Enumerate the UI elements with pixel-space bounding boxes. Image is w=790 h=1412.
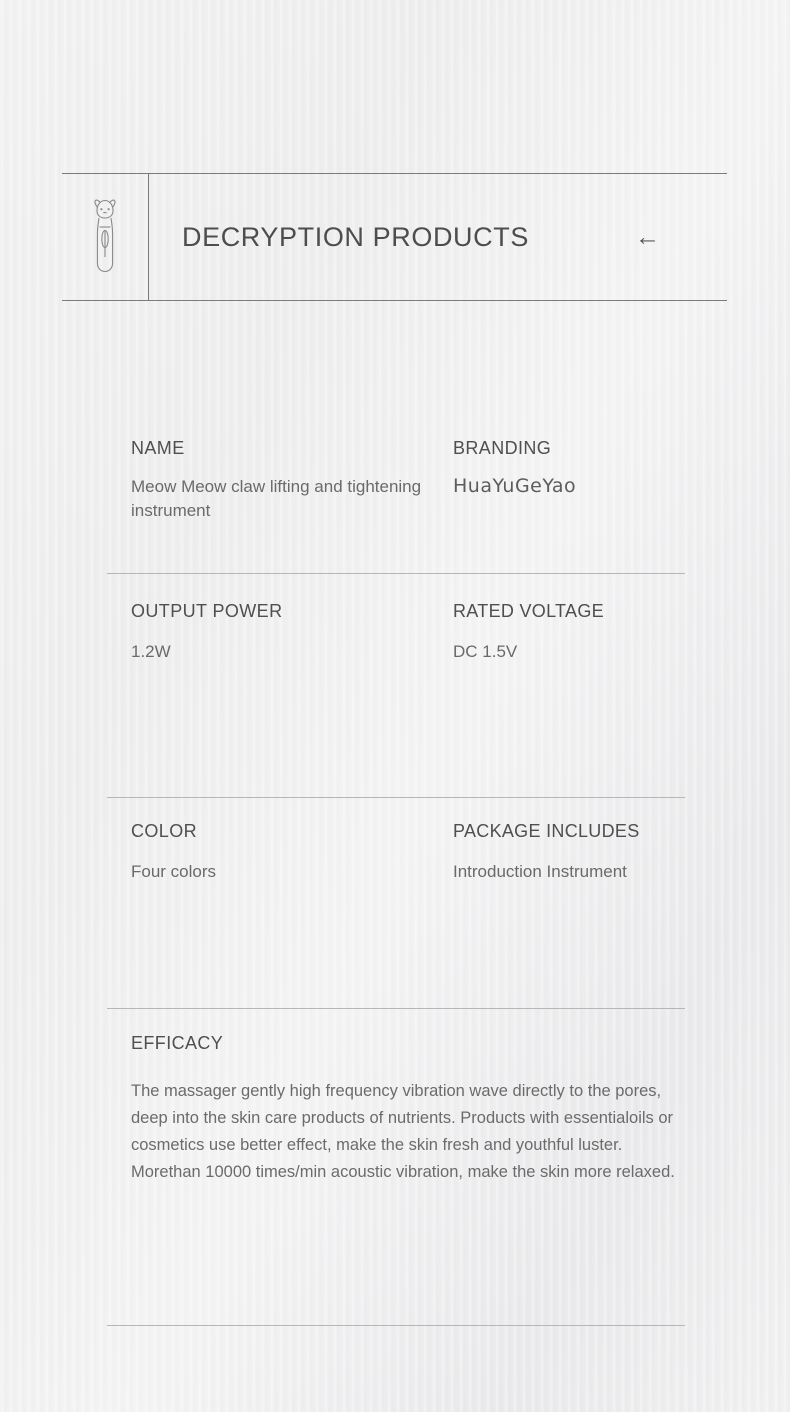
spec-label: EFFICACY bbox=[131, 1033, 224, 1053]
spec-cell-package-includes bbox=[453, 821, 685, 1008]
back-arrow-cell[interactable] bbox=[635, 174, 727, 300]
spec-cell-rated-voltage bbox=[453, 601, 685, 797]
spec-table bbox=[107, 424, 685, 1326]
spec-label: COLOR bbox=[131, 821, 198, 841]
spec-row-efficacy bbox=[107, 1009, 685, 1326]
header-title-cell bbox=[149, 174, 635, 300]
spec-value: Four colors bbox=[131, 862, 217, 881]
spec-label: OUTPUT POWER bbox=[131, 601, 283, 621]
spec-label: RATED VOLTAGE bbox=[453, 601, 604, 621]
spec-cell-name bbox=[107, 438, 453, 573]
beauty-device-icon bbox=[86, 195, 124, 279]
spec-cell-efficacy bbox=[107, 1033, 685, 1325]
header-icon-cell bbox=[62, 174, 149, 300]
spec-value: 1.2W bbox=[131, 642, 171, 661]
spec-value: Introduction Instrument bbox=[453, 862, 627, 881]
spec-value: Meow Meow claw lifting and tightening instrument bbox=[131, 477, 422, 520]
spec-row bbox=[107, 424, 685, 574]
spec-cell-color bbox=[107, 821, 453, 1008]
page-header bbox=[62, 173, 727, 301]
page-title: DECRYPTION PRODUCTS bbox=[182, 221, 529, 252]
spec-row bbox=[107, 574, 685, 798]
spec-cell-branding bbox=[453, 438, 685, 573]
spec-value: DC 1.5V bbox=[453, 642, 518, 661]
spec-label: PACKAGE INCLUDES bbox=[453, 821, 640, 841]
spec-label: NAME bbox=[131, 438, 185, 458]
arrow-left-icon[interactable]: ← bbox=[635, 222, 660, 251]
brand-wordmark: HuaYuGeYao bbox=[453, 475, 577, 497]
spec-label: BRANDING bbox=[453, 438, 552, 458]
spec-row bbox=[107, 798, 685, 1009]
efficacy-description: The massager gently high frequency vibration wave directly to the pores, deep into the skin care products of nutrients. Products with essentialoils or cosmetics use better effect, make the skin fresh and youthful luster. Morethan 10000 times/min acoustic vibration, make the skin more relaxed. bbox=[131, 1082, 675, 1181]
spec-cell-output-power bbox=[107, 601, 453, 797]
